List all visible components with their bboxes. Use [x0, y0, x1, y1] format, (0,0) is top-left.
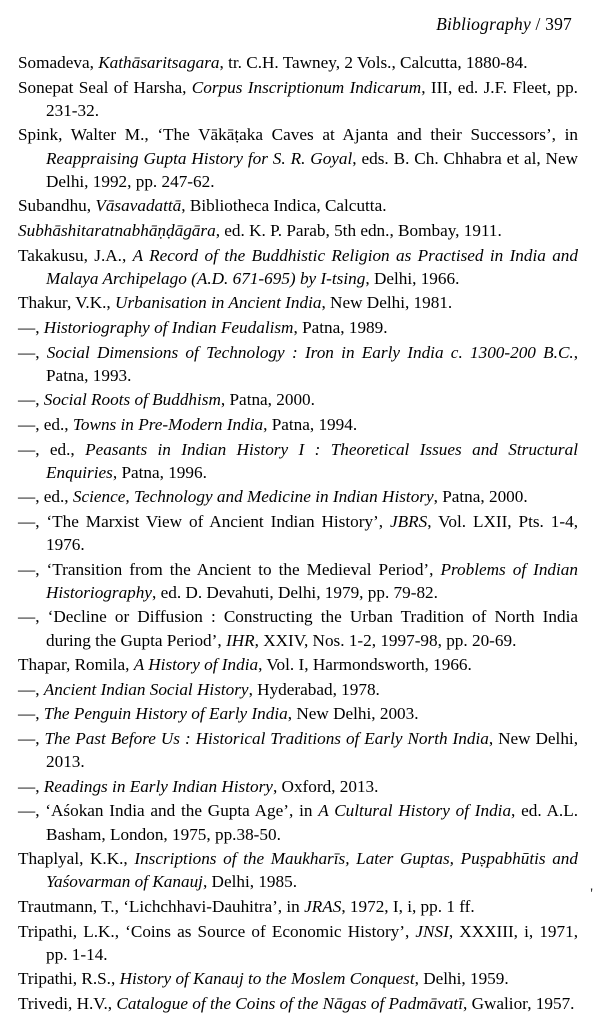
bibliography-entry: —, Ancient Indian Social History, Hyderabad, 1978. — [18, 679, 380, 699]
bibliography-entry: —, ‘The Marxist View of Ancient Indian History’, JBRS, Vol. LXII, Pts. 1-4, 1976. — [18, 511, 578, 554]
bibliography-entry: Somadeva, Kathāsaritsagara, tr. C.H. Tawney, 2 Vols., Calcutta, 1880-84. — [18, 53, 528, 72]
running-head — [18, 14, 572, 35]
bibliography-entry-list — [18, 51, 578, 1015]
bibliography-entry: —, ed., Science, Technology and Medicine in Indian History, Patna, 2000. — [18, 487, 528, 507]
bibliography-entry: Subhāshitaratnabhāṇḍāgāra, ed. K. P. Parab, 5th edn., Bombay, 1911. — [18, 220, 502, 240]
bibliography-entry: —, Historiography of Indian Feudalism, Patna, 1989. — [18, 317, 388, 337]
page-number: 397 — [545, 14, 572, 34]
margin-mark: ' — [590, 886, 593, 902]
running-head-title: Bibliography — [436, 14, 531, 34]
bibliography-entry: Takakusu, J.A., A Record of the Buddhistic Religion as Practised in India and Malaya Archipelago (A.D. 671-695) by I-tsing, Delhi, 1966. — [18, 245, 578, 288]
bibliography-entry: Thaplyal, K.K., Inscriptions of the Maukharīs, Later Guptas, Puṣpabhūtis and Yaśovarman of Kanauj, Delhi, 1985. — [18, 849, 578, 892]
bibliography-entry: —, The Past Before Us : Historical Traditions of Early North India, New Delhi, 2013. — [18, 729, 578, 772]
bibliography-entry: —, Social Dimensions of Technology : Iron in Early India c. 1300-200 B.C., Patna, 1993. — [18, 342, 579, 385]
bibliography-entry: Subandhu, Vāsavadattā, Bibliotheca Indica, Calcutta. — [18, 196, 387, 216]
bibliography-entry: —, ed., Towns in Pre-Modern India, Patna, 1994. — [18, 414, 358, 434]
bibliography-entry: —, Social Roots of Buddhism, Patna, 2000. — [18, 390, 315, 410]
bibliography-entry: Tripathi, L.K., ‘Coins as Source of Economic History’, JNSI, XXXIII, i, 1971, pp. 1-14. — [18, 921, 578, 964]
bibliography-entry: —, ‘Aśokan India and the Gupta Age’, in A Cultural History of India, ed. A.L. Basham, London, 1975, pp.38-50. — [18, 801, 578, 844]
bibliography-entry: Thakur, V.K., Urbanisation in Ancient India, New Delhi, 1981. — [18, 293, 453, 313]
bibliography-entry: Thapar, Romila, A History of India, Vol. I, Harmondsworth, 1966. — [18, 655, 472, 675]
running-head-separator: / — [535, 14, 541, 34]
bibliography-entry: —, The Penguin History of Early India, New Delhi, 2003. — [18, 704, 419, 724]
bibliography-entry: —, ed., Peasants in Indian History I : Theoretical Issues and Structural Enquiries, Patna, 1996. — [18, 439, 578, 482]
bibliography-entry: —, ‘Transition from the Ancient to the Medieval Period’, Problems of Indian Historiography, ed. D. Devahuti, Delhi, 1979, pp. 79-82. — [18, 559, 578, 602]
bibliography-entry: —, Readings in Early Indian History, Oxford, 2013. — [18, 776, 379, 796]
bibliography-entry: Sonepat Seal of Harsha, Corpus Inscriptionum Indicarum, III, ed. J.F. Fleet, pp. 231-32. — [18, 77, 578, 120]
bibliography-entry: Trivedi, H.V., Catalogue of the Coins of the Nāgas of Padmāvatī, Gwalior, 1957. — [18, 993, 575, 1013]
bibliography-entry: Trautmann, T., ‘Lichchhavi-Dauhitra’, in JRAS, 1972, I, i, pp. 1 ff. — [18, 896, 475, 916]
bibliography-entry: Tripathi, R.S., History of Kanauj to the Moslem Conquest, Delhi, 1959. — [18, 969, 509, 989]
bibliography-entry: Spink, Walter M., ‘The Vākāṭaka Caves at Ajanta and their Successors’, in Reappraising Gupta History for S. R. Goyal, eds. B. Ch. Chhabra et al, New Delhi, 1992, pp. 247-62. — [18, 125, 578, 191]
bibliography-entry: —, ‘Decline or Diffusion : Constructing the Urban Tradition of North India during the Gupta Period’, IHR, XXIV, Nos. 1-2, 1997-98, pp. 20-69. — [18, 607, 578, 650]
